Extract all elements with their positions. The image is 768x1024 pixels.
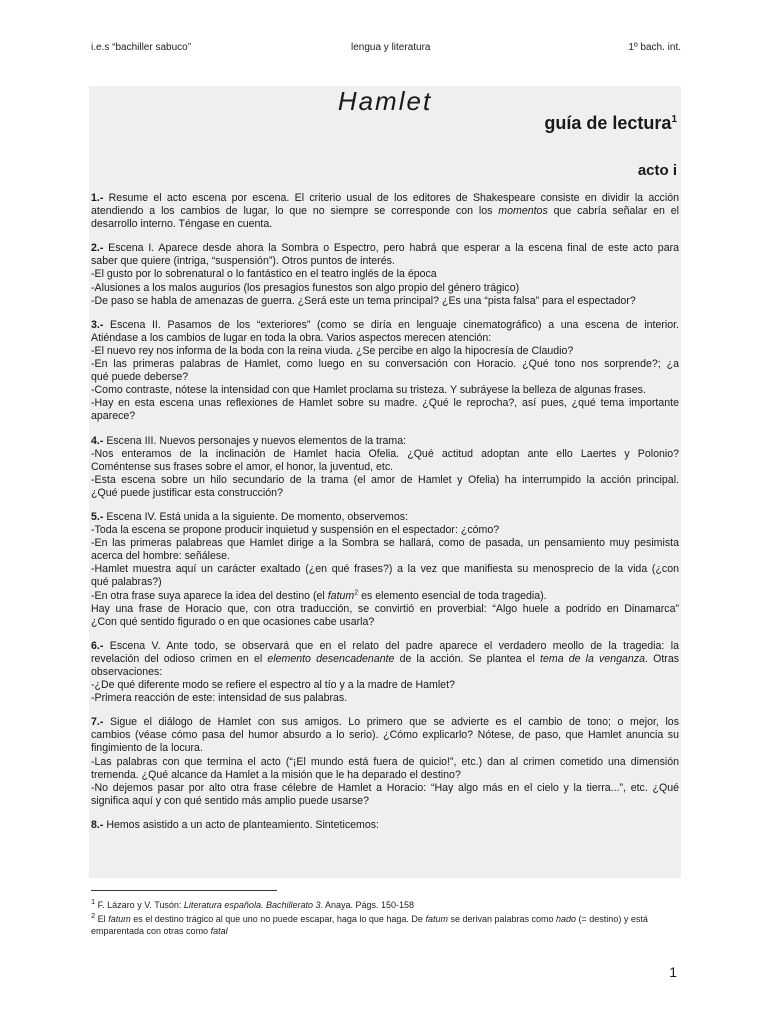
page-number: 1 — [669, 964, 677, 980]
section-7-line: tremenda. ¿Qué alcance da Hamlet a la misión que le ha deparado el destino? — [91, 768, 461, 781]
section-number: 6.- — [91, 639, 104, 652]
section-1-line — [91, 205, 679, 218]
footnote-mark: 2 — [91, 911, 96, 920]
section-number: 1.- — [91, 192, 104, 204]
section-3-line: -En las primeras palabras de Hamlet, como luego en su conversación con Horacio. ¿Qué tono nos sorprende?; ¿a — [91, 358, 679, 371]
section-6-line: observaciones: — [91, 666, 163, 678]
italic-term: fatum — [425, 914, 448, 924]
section-7-line: fingimiento de la locura. — [91, 742, 203, 755]
text: Escena V. Ante todo, se observará que en el relato del padre aparece el verdadero meollo de la tragedia: la — [103, 639, 679, 652]
section-4-line: ¿Qué puede justificar esta construcción? — [91, 486, 283, 499]
section-3-line: -Como contraste, nótese la intensidad con que Hamlet proclama su tristeza. Y subráyese la belleza de algunas frases. — [91, 384, 646, 397]
document-title: Hamlet — [337, 86, 433, 116]
section-6-line — [91, 653, 679, 666]
text: Escena IV. Está unida a la siguiente. De momento, observemos: — [103, 510, 409, 523]
text: Escena II. Pasamos de los “exteriores” (como se diría en lenguaje cinematográfico) a una escena de interior. — [103, 318, 679, 331]
section-3-line: qué puede deberse? — [91, 371, 189, 384]
section-5-line — [91, 590, 679, 603]
section-3-line — [91, 319, 679, 332]
section-2-line: saber que quiere (intriga, “suspensión”). Otros puntos de interés. — [91, 255, 395, 268]
reading-guide-body — [91, 192, 679, 843]
section-5-line — [91, 511, 679, 524]
text: de la acción. Se plantea el — [394, 652, 541, 665]
section-number: 3.- — [91, 318, 104, 331]
footnote-ref-1[interactable]: 1 — [671, 114, 677, 125]
footnote-ref-2[interactable]: 2 — [354, 589, 359, 596]
section-2-line: -De paso se habla de amenazas de guerra. ¿Será este un tema principal? ¿Es una “pista falsa” para el espectador? — [91, 294, 636, 307]
section-4-line: Coméntense sus frases sobre el amor, el honor, la juventud, etc. — [91, 460, 394, 473]
text: es elemento esencial de toda tragedia). — [358, 589, 547, 602]
subtitle-text: guía de lectura — [544, 113, 672, 133]
text: revelación del odioso crimen en el — [91, 652, 268, 665]
text: Sigue el diálogo de Hamlet con sus amigos. Lo primero que se advierte es el cambio de tono; o mejor, los — [103, 716, 679, 729]
section-4-line — [91, 435, 679, 448]
section-3-line: -El nuevo rey nos informa de la boda con la reina viuda. ¿Se percibe en algo la hipocresía de Claudio? — [91, 344, 574, 357]
text: es el destino trágico al que uno no puede escapar, haga lo que haga. De — [130, 914, 426, 924]
section-6-line — [91, 640, 679, 653]
section-5-line: -Toda la escena se propone producir inquietud y suspensión en el espectador: ¿cómo? — [91, 524, 500, 537]
italic-term: fatal — [210, 926, 228, 936]
section-6-line: -¿De qué diferente modo se refiere el espectro al tío y a la madre de Hamlet? — [91, 679, 455, 692]
section-5-line: -Hamlet muestra aquí un carácter exaltado (¿en qué frases?) a la vez que manifiesta su menosprecio de la vida (¿con — [91, 563, 679, 576]
italic-term: hado — [556, 914, 577, 924]
header-subject: lengua y literatura — [351, 42, 431, 53]
section-3-line: -Hay en esta escena unas reflexiones de Hamlet sobre su madre. ¿Qué le reprocha?, así pues, ¿qué tema importante — [91, 397, 679, 410]
header-course: 1º bach. int. — [628, 42, 681, 53]
section-4-line: -Nos enteramos de la inclinación de Hamlet hacia Ofelia. ¿Qué actitud adoptan ante ello Laertes y Polonio? — [91, 447, 679, 460]
italic-term: fatum — [327, 589, 355, 602]
footnote-separator — [91, 890, 277, 891]
section-7-line: significa aquí y con qué sentido más amplio puede usarse? — [91, 794, 369, 807]
text: . Anaya. Págs. 150-158 — [320, 900, 415, 910]
text: emparentada con otras como — [91, 926, 211, 936]
section-7-line: -Las palabras con que termina el acto (“¡El mundo está fuera de quicio!”, etc.) dan al crimen cometido una dimensión — [91, 755, 679, 768]
section-6 — [91, 640, 679, 705]
section-8-line — [91, 819, 679, 832]
footnote-mark: 1 — [91, 897, 96, 906]
section-1 — [91, 192, 679, 231]
section-7-line: -No dejemos pasar por alto otra frase célebre de Hamlet a Horacio: “Hay algo más en el cielo y la tierra...”, etc. ¿Qué — [91, 781, 679, 794]
italic-term: tema de la venganza — [540, 652, 646, 665]
section-5-line: Hay una frase de Horacio que, con otra traducción, se convirtió en proverbial: “Algo huele a podrido en Dinamarca” — [91, 602, 679, 615]
footnote-2 — [91, 910, 681, 937]
text: (= destino) y está — [576, 914, 648, 924]
text: El — [95, 914, 109, 924]
section-5 — [91, 511, 679, 629]
section-3-line: Atiéndase a los cambios de lugar en toda la obra. Varios aspectos merecen atención: — [91, 331, 492, 344]
section-6-line: -Primera reacción de este: intensidad de sus palabras. — [91, 692, 348, 705]
text: Resume el acto escena por escena. El criterio usual de los editores de Shakespeare consiste en dividir la acción — [103, 192, 679, 204]
section-5-line: qué palabras?) — [91, 576, 162, 589]
text: Hemos asistido a un acto de planteamiento. Sinteticemos: — [103, 818, 379, 831]
text: se derivan palabras como — [447, 914, 557, 924]
section-3 — [91, 319, 679, 424]
text: atendiendo a los cambios de lugar, lo que no siempre se corresponde con los — [91, 205, 499, 218]
section-7-line — [91, 716, 679, 729]
section-number: 8.- — [91, 818, 104, 831]
text: F. Lázaro y V. Tusón: — [95, 900, 184, 910]
text: . Otras — [645, 652, 680, 665]
section-5-line: -En las primeras palabreas que Hamlet dirige a la Sombra se hallará, como de pasada, un pensamiento muy pesimista — [91, 537, 679, 550]
section-2 — [91, 242, 679, 307]
section-7-line: cambios (véase cómo pasa del humor absurdo a lo serio). ¿Cómo explicarlo? Nótese, de paso, que Hamlet anuncia su — [91, 729, 679, 742]
act-heading: acto i — [637, 162, 677, 179]
section-number: 7.- — [91, 716, 104, 729]
italic-term: elemento desencadenante — [267, 652, 395, 665]
section-1-line — [91, 192, 679, 205]
italic-term: momentos — [498, 205, 548, 218]
page-header — [91, 42, 681, 56]
italic-term: Literatura española. Bachillerato 3 — [183, 900, 321, 910]
section-2-line: -El gusto por lo sobrenatural o lo fantástico en el teatro inglés de la época — [91, 268, 437, 281]
header-school: i.e.s “bachiller sabuco” — [91, 42, 192, 53]
section-5-line: acerca del hombre: señálese. — [91, 550, 230, 563]
section-2-line — [91, 242, 679, 255]
section-3-line: aparece? — [91, 410, 136, 423]
section-4 — [91, 435, 679, 500]
section-number: 4.- — [91, 434, 104, 447]
content-panel — [89, 86, 681, 878]
italic-term: fatum — [108, 914, 131, 924]
section-number: 5.- — [91, 510, 104, 523]
section-4-line: -Esta escena sobre un hilo secundario de la trama (el amor de Hamlet y Ofelia) ha interrumpido la acción principal. — [91, 473, 679, 486]
section-5-line: ¿Con qué sentido figurado o en que ocasiones cabe usarla? — [91, 615, 375, 628]
section-number: 2.- — [91, 242, 104, 255]
document-subtitle — [544, 113, 677, 134]
text: Escena III. Nuevos personajes y nuevos elementos de la trama: — [103, 434, 407, 447]
section-1-line: desarrollo interno. Téngase en cuenta. — [91, 218, 273, 231]
footnote-1 — [91, 896, 681, 911]
text: que cabría señalar en el — [547, 205, 679, 218]
section-8 — [91, 819, 679, 832]
text: -En otra frase suya aparece la idea del destino (el — [91, 589, 328, 602]
section-7 — [91, 716, 679, 808]
section-2-line: -Alusiones a los malos augurios (los presagios funestos son algo propio del género trágico) — [91, 281, 520, 294]
text: Escena I. Aparece desde ahora la Sombra o Espectro, pero habrá que esperar a la escena final de este acto para — [103, 242, 679, 255]
